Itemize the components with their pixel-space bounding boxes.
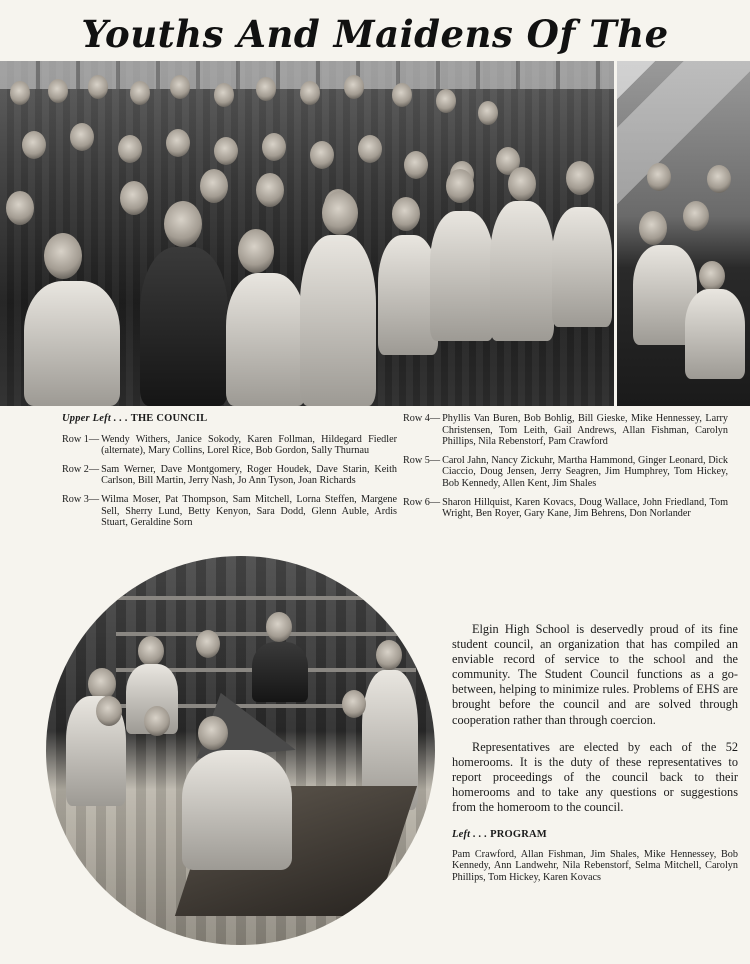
description-paragraph: Representatives are elected by each of the 52 homerooms. It is the duty of these representatives to report proceedings of the council back to their homerooms and to take any questions or suggestions from the homeroom to the council. xyxy=(452,739,738,815)
caption-row: Row 4— Phyllis Van Buren, Bob Bohlig, Bill Gieske, Mike Hennessey, Larry Christensen, Tom Leith, Gail Andrews, Allan Fishman, Carolyn Phillips, Nila Rebenstorf, Pam Crawford xyxy=(403,413,728,448)
council-caption-continued xyxy=(403,413,728,527)
caption-row: Row 3— Wilma Moser, Pat Thompson, Sam Mitchell, Lorna Steffen, Margene Sell, Sherry Lund, Betty Kenyon, Sara Dodd, Glenn Auble, Ardis Stuart, Geraldine Sorn xyxy=(62,493,397,529)
caption-row: Row 2— Sam Werner, Dave Montgomery, Roger Houdek, Dave Starin, Keith Carlson, Bill Martin, Jerry Nash, Jo Ann Tyson, Joan Richards xyxy=(62,463,397,487)
council-group-photo xyxy=(0,61,614,406)
description-paragraph: Elgin High School is deservedly proud of its fine student council, an organization that has compiled an enviable record of service to the school and the community. The Student Council functions as a go-between, helping to minimize rules. Problems of EHS are brought before the council and are solved through cooperation rather than through coercion. xyxy=(452,622,738,727)
council-caption xyxy=(62,413,397,536)
council-side-photo xyxy=(617,61,750,406)
caption-row: Row 6— Sharon Hillquist, Karen Kovacs, Doug Wallace, John Friedland, Tom Wright, Ben Royer, Gary Kane, Jim Behrens, Don Norlander xyxy=(403,496,728,520)
caption-row: Row 1— Wendy Withers, Janice Sokody, Karen Follman, Hildegard Fiedler (alternate), Mary Collins, Lorel Rice, Bob Gordon, Sally Thurnau xyxy=(62,433,397,457)
page-title: Youths And Maidens Of The xyxy=(81,12,669,56)
caption-row: Row 5— Carol Jahn, Nancy Zickuhr, Martha Hammond, Ginger Leonard, Dick Ciaccio, Doug Jensen, Jerry Seagren, Jim Humphrey, Tom Hickey, Bob Kennedy, Allen Kent, Jim Shales xyxy=(403,454,728,489)
program-names: Pam Crawford, Allan Fishman, Jim Shales, Mike Hennessey, Bob Kennedy, Ann Landwehr, Nila Rebenstorf, Selma Mitchell, Carolyn Phillips, Tom Hickey, Karen Kovacs xyxy=(452,848,738,883)
council-description xyxy=(452,622,738,827)
program-circle-photo xyxy=(46,556,435,945)
caption-heading: Upper Left . . . THE COUNCIL xyxy=(62,413,208,424)
caption-heading: Left . . . PROGRAM xyxy=(452,829,547,840)
program-caption xyxy=(452,829,738,883)
